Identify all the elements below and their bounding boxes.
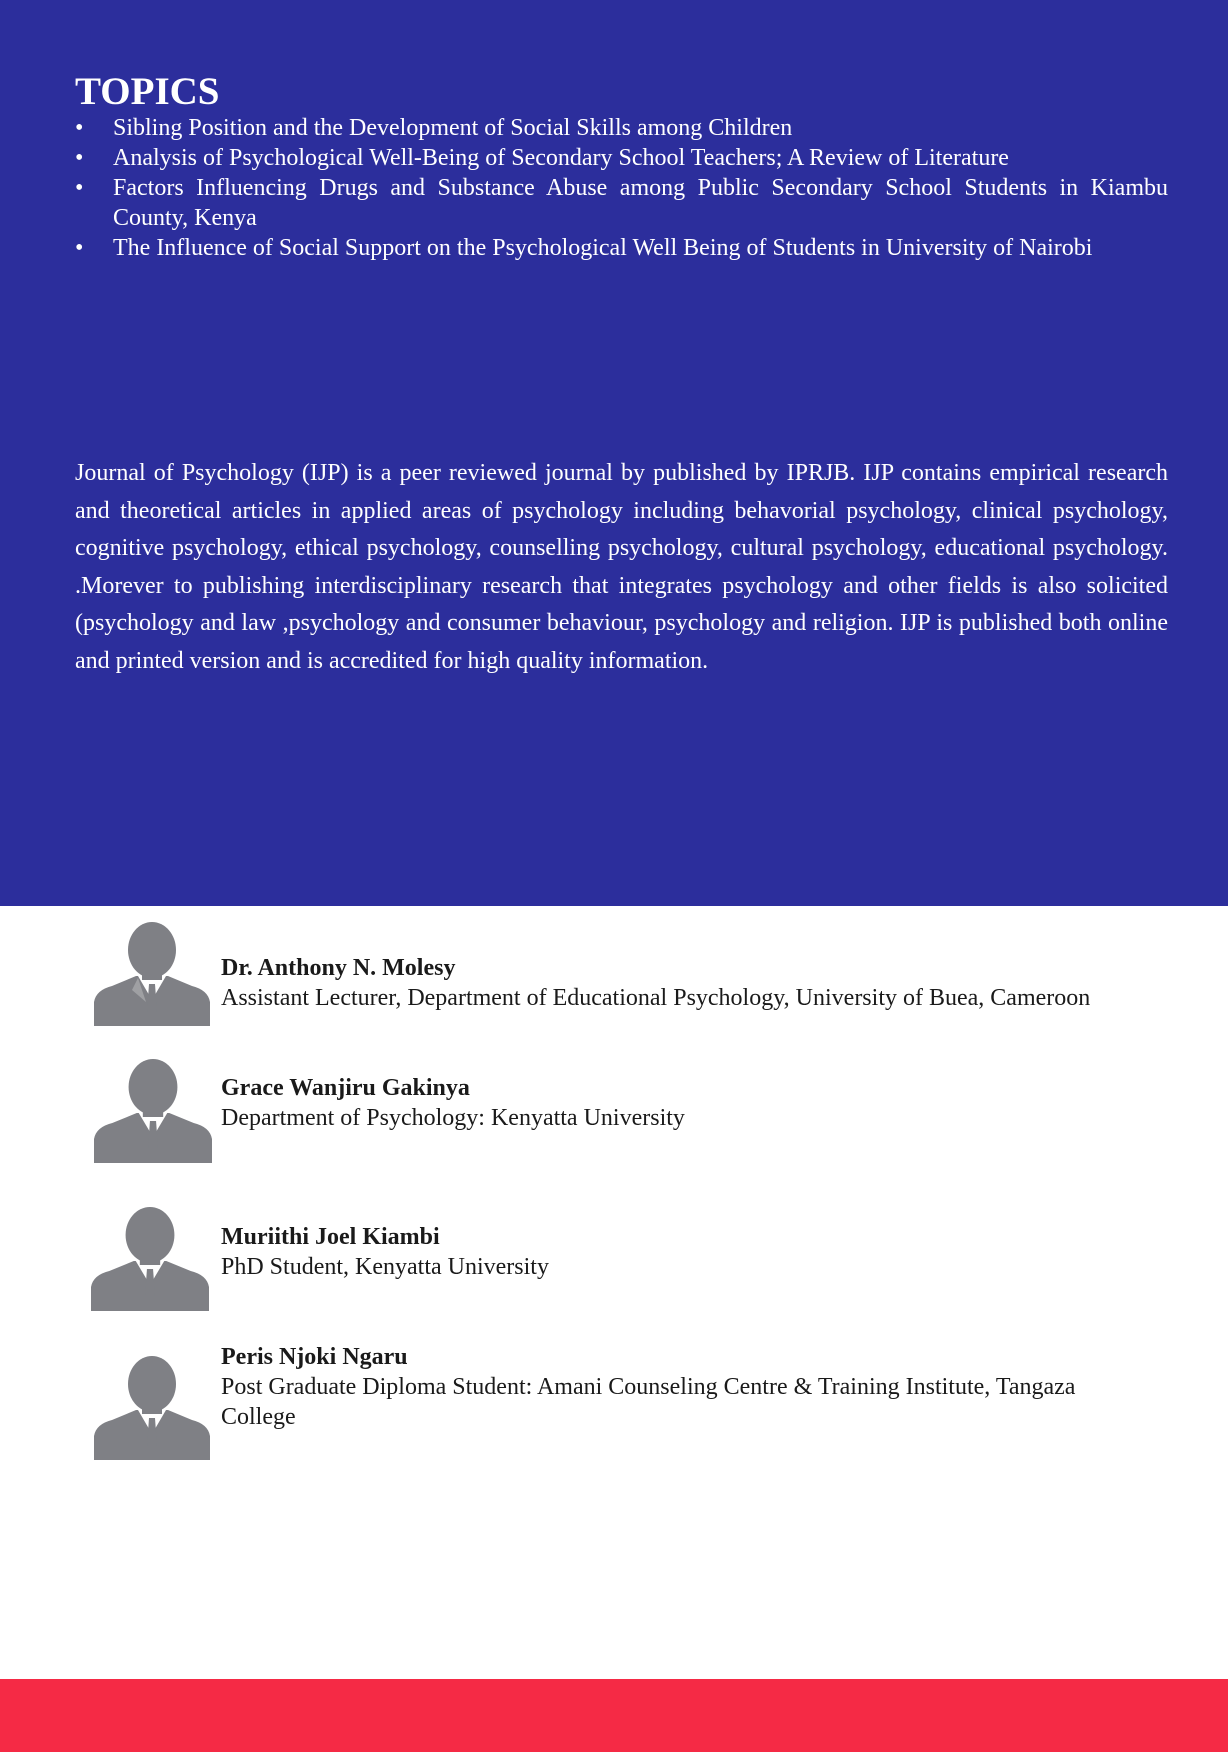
bullet: • bbox=[75, 115, 84, 141]
author-name: Peris Njoki Ngaru bbox=[221, 1344, 408, 1370]
author-affiliation: Post Graduate Diploma Student: Amani Counseling Centre & Training Institute, Tangaza College bbox=[221, 1374, 1076, 1430]
author-name: Muriithi Joel Kiambi bbox=[221, 1224, 440, 1250]
topic-text: Sibling Position and the Development of Social Skills among Children bbox=[113, 115, 793, 141]
person-silhouette-icon bbox=[91, 1207, 209, 1311]
topic-text: Factors Influencing Drugs and Substance Abuse among Public Secondary School Students in Kiambu County, Kenya bbox=[113, 175, 1168, 231]
bullet: • bbox=[75, 145, 84, 171]
author-affiliation: Assistant Lecturer, Department of Educational Psychology, University of Buea, Cameroon bbox=[221, 985, 1091, 1011]
topic-item bbox=[75, 173, 1168, 233]
author-affiliation: PhD Student, Kenyatta University bbox=[221, 1254, 549, 1280]
person-silhouette-icon bbox=[94, 1356, 210, 1460]
footer-bar bbox=[0, 1679, 1228, 1752]
author-name: Dr. Anthony N. Molesy bbox=[221, 955, 456, 981]
person-silhouette-icon bbox=[94, 922, 210, 1026]
author-affiliation: Department of Psychology: Kenyatta University bbox=[221, 1105, 685, 1131]
topic-item bbox=[75, 113, 1168, 143]
author-card bbox=[0, 918, 1228, 1038]
author-card bbox=[0, 1055, 1228, 1175]
topic-text: Analysis of Psychological Well-Being of Secondary School Teachers; A Review of Literature bbox=[113, 145, 1009, 171]
bullet: • bbox=[75, 175, 84, 201]
topics-heading: TOPICS bbox=[75, 70, 220, 113]
topic-item bbox=[75, 143, 1168, 173]
journal-description: Journal of Psychology (IJP) is a peer reviewed journal by published by IPRJB. IJP contains empirical research and theoretical articles in applied areas of psychology including behavorial psychology, clinical psychology, cognitive psychology, ethical psychology, counselling psychology, cultural psychology, educational psychology. .Morever to publishing interdisciplinary research that integrates psychology and other fields is also solicited (psychology and law ,psychology and consumer behaviour, psychology and religion. IJP is published both online and printed version and is accredited for high quality information. bbox=[75, 460, 1168, 674]
topics-list bbox=[75, 113, 1168, 263]
author-card bbox=[0, 1203, 1228, 1323]
author-card bbox=[0, 1340, 1228, 1460]
bullet: • bbox=[75, 235, 84, 261]
author-name: Grace Wanjiru Gakinya bbox=[221, 1075, 470, 1101]
topic-text: The Influence of Social Support on the Psychological Well Being of Students in University of Nairobi bbox=[113, 235, 1093, 261]
topic-item bbox=[75, 233, 1168, 263]
person-silhouette-icon bbox=[94, 1059, 212, 1163]
